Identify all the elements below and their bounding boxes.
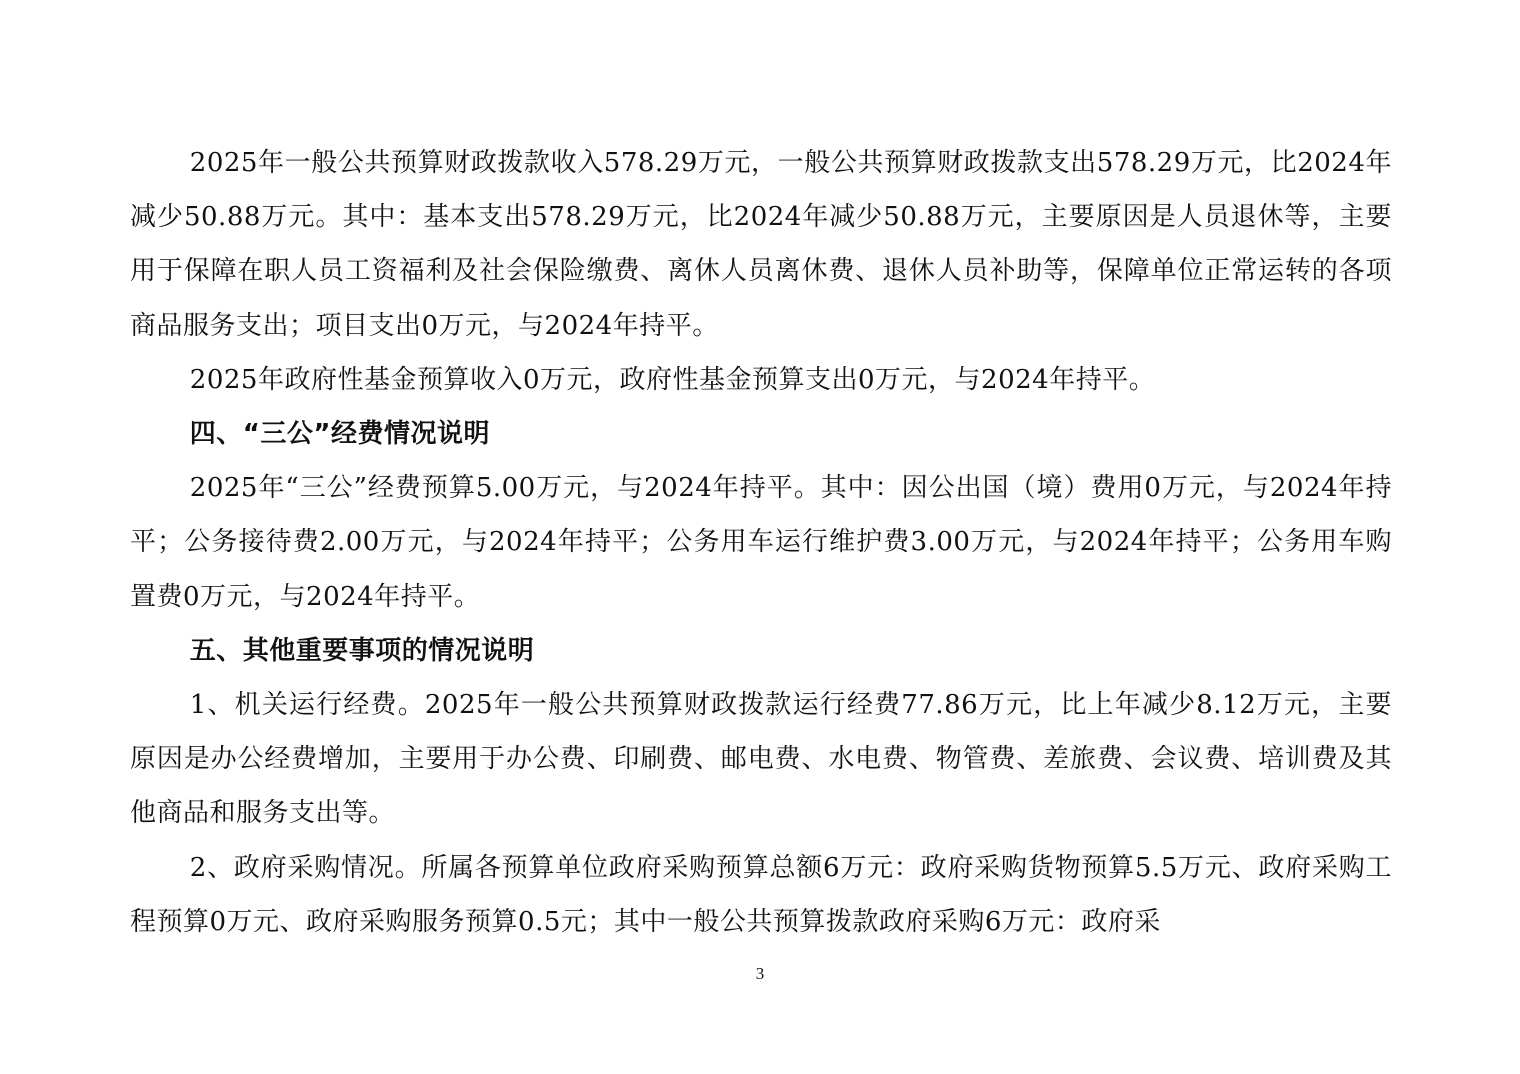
paragraph-government-fund: 2025年政府性基金预算收入0万元，政府性基金预算支出0万元，与2024年持平。	[189, 364, 1156, 395]
section-heading-three-public: 四、“三公”经费情况说明	[189, 419, 490, 450]
paragraph-general-budget: 2025年一般公共预算财政拨款收入578.29万元，一般公共预算财政拨款支出578.29万元，比2024年减少50.88万元。其中：基本支出578.29万元，比2024年减少50.88万元，主要原因是人员退休等，主要用于保障在职人员工资福利及社会保险缴费、离休人员离休费、退休人员补助等，保障单位正常运转的各项商品服务支出；项目支出0万元，与2024年持平。	[130, 148, 1392, 341]
document-body	[130, 136, 1392, 949]
paragraph-procurement: 2、政府采购情况。所属各预算单位政府采购预算总额6万元：政府采购货物预算5.5万元、政府采购工程预算0万元、政府采购服务预算0.5元；其中一般公共预算拨款政府采购6万元：政府采	[130, 852, 1392, 937]
page-number: 3	[755, 964, 765, 983]
section-heading-other-matters: 五、其他重要事项的情况说明	[189, 635, 535, 666]
paragraph-operating-expenses: 1、机关运行经费。2025年一般公共预算财政拨款运行经费77.86万元，比上年减少8.12万元，主要原因是办公经费增加，主要用于办公费、印刷费、邮电费、水电费、物管费、差旅费、会议费、培训费及其他商品和服务支出等。	[130, 690, 1392, 829]
paragraph-three-public-expenses: 2025年“三公”经费预算5.00万元，与2024年持平。其中：因公出国（境）费用0万元，与2024年持平；公务接待费2.00万元，与2024年持平；公务用车运行维护费3.00万元，与2024年持平；公务用车购置费0万元，与2024年持平。	[130, 473, 1392, 612]
